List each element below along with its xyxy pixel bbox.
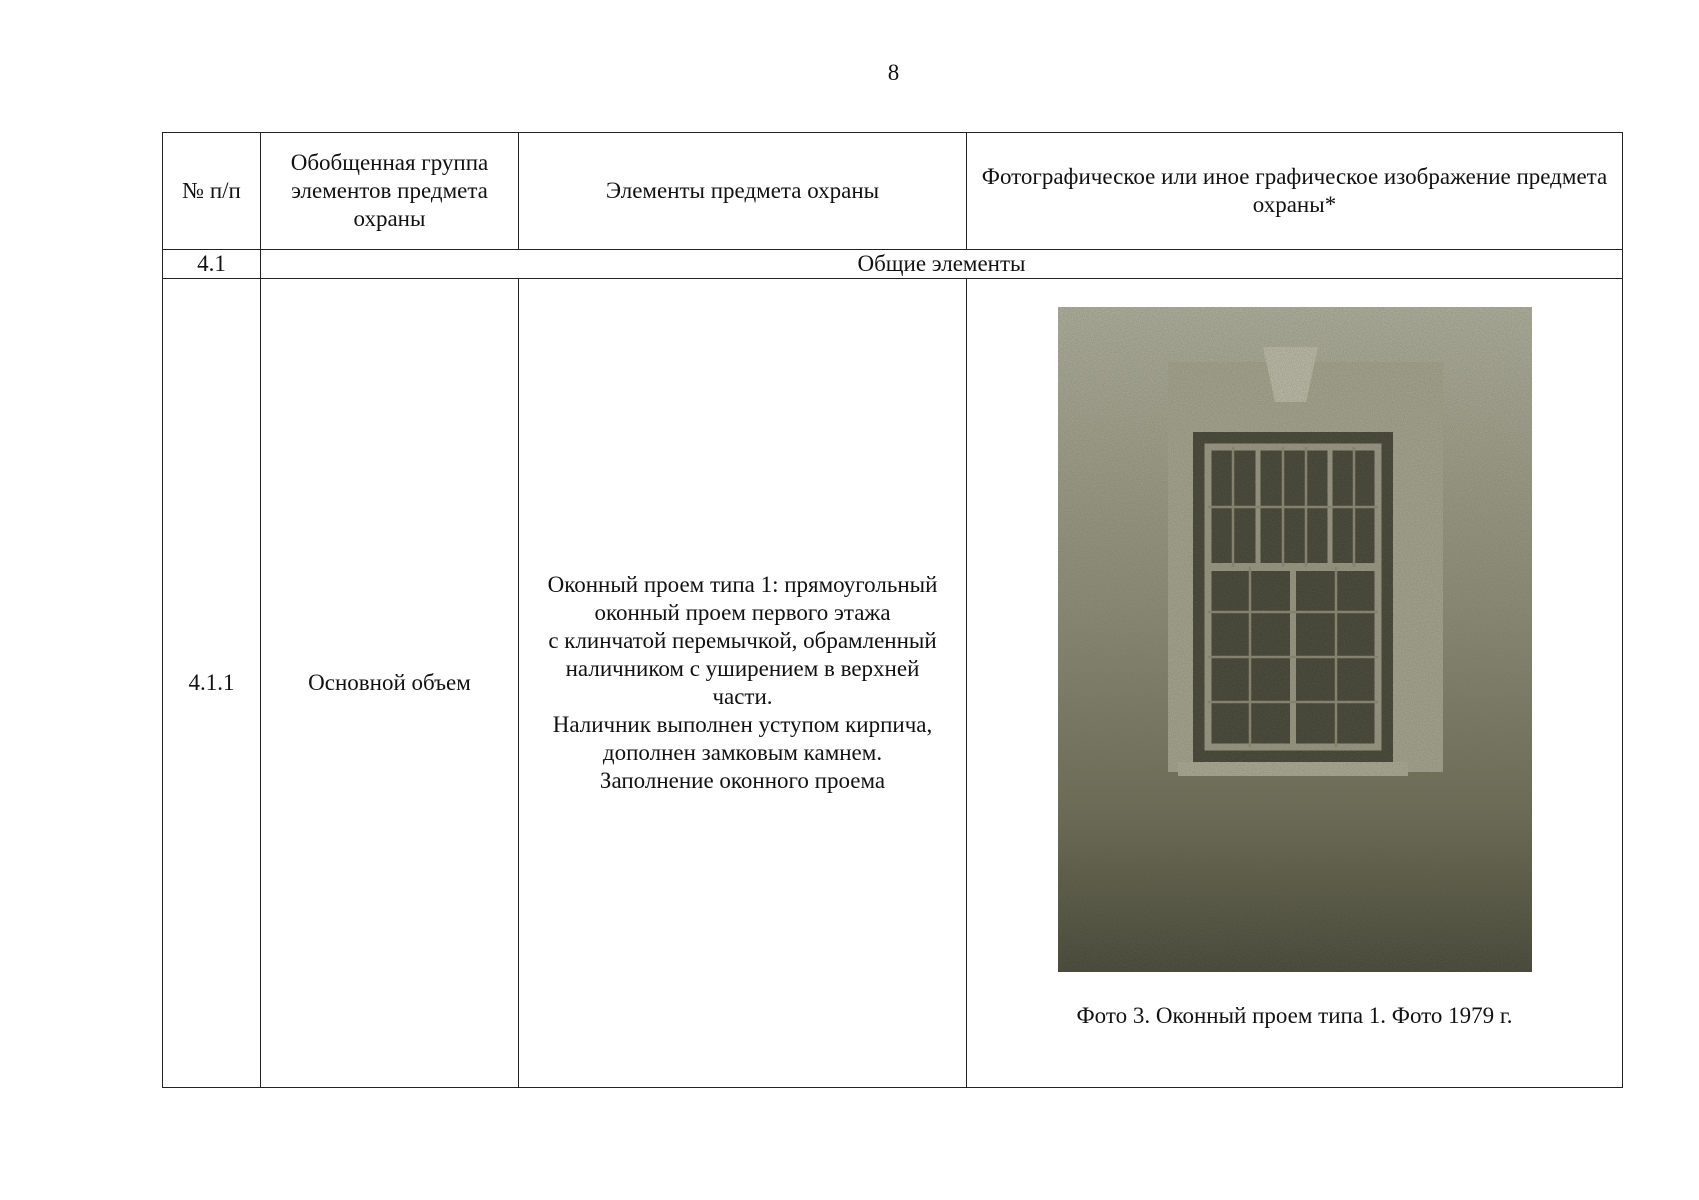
section-row xyxy=(163,250,1623,279)
row-number: 4.1.1 xyxy=(163,279,261,1088)
section-number: 4.1 xyxy=(163,250,261,279)
row-description: Оконный проем типа 1: прямоугольный оконный проем первого этажа с клинчатой перемычкой, обрамленный наличником с уширением в верхней части. Наличник выполнен уступом кирпича, дополнен замковым камнем. Заполнение оконного проема xyxy=(519,279,967,1088)
window-photo xyxy=(1058,307,1532,972)
header-group: Обобщенная группа элементов предмета охраны xyxy=(261,133,519,250)
window-photo-illustration xyxy=(1058,307,1532,972)
photo-caption: Фото 3. Оконный проем типа 1. Фото 1979 г. xyxy=(1076,1003,1513,1028)
section-title: Общие элементы xyxy=(261,250,1623,279)
page-number: 8 xyxy=(887,60,900,85)
row-photo-cell xyxy=(967,279,1623,1088)
table-header-row xyxy=(163,133,1623,250)
header-number: № п/п xyxy=(163,133,261,250)
protection-table xyxy=(162,132,1623,1088)
header-image: Фотографическое или иное графическое изображение предмета охраны* xyxy=(967,133,1623,250)
table-row xyxy=(163,279,1623,1088)
header-elements: Элементы предмета охраны xyxy=(519,133,967,250)
row-group: Основной объем xyxy=(261,279,519,1088)
